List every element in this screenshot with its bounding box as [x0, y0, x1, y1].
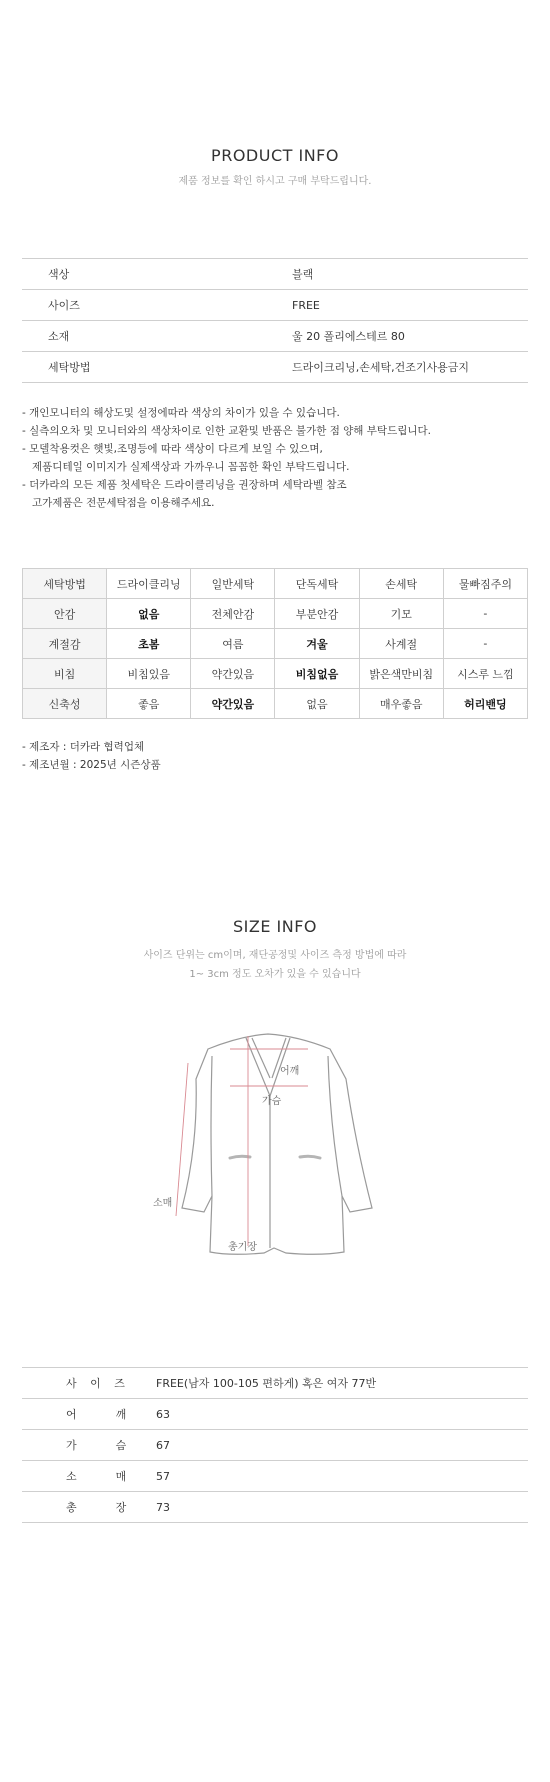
grid-cell: 기모 — [359, 599, 443, 629]
size-info-subtitle-2: 1~ 3cm 정도 오차가 있을 수 있습니다 — [189, 969, 361, 980]
info-value: 드라이크리닝,손세탁,건조기사용금지 — [292, 361, 470, 374]
notice-line: - 더카라의 모든 제품 첫세탁은 드라이클리닝을 권장하며 세탁라벨 참조 — [22, 479, 347, 491]
grid-cell: 초봄 — [107, 629, 191, 659]
size-label: 사 이 즈 — [66, 1377, 130, 1390]
grid-cell: 약간있음 — [191, 689, 275, 719]
sleeve-label: 소매 — [153, 1198, 173, 1209]
info-label: 소재 — [48, 330, 70, 343]
notice-line: - 모델착용컷은 햇빛,조명등에 따라 색상이 다르게 보일 수 있으며, — [22, 443, 323, 455]
grid-cell: 비침있음 — [107, 659, 191, 689]
grid-cell: 겨울 — [275, 629, 359, 659]
grid-cell: 단독세탁 — [275, 569, 359, 599]
product-info-table — [22, 258, 528, 383]
shoulder-row — [22, 1398, 528, 1429]
grid-cell: - — [443, 599, 527, 629]
info-row-size — [22, 289, 528, 320]
grid-row — [23, 569, 528, 599]
grid-cell: 약간있음 — [191, 659, 275, 689]
length-row — [22, 1491, 528, 1523]
grid-cell: 드라이클리닝 — [107, 569, 191, 599]
size-measurement-diagram — [150, 1016, 390, 1256]
grid-cell: - — [443, 629, 527, 659]
info-label: 색상 — [48, 268, 70, 281]
size-label: 소 매 — [66, 1470, 132, 1483]
info-label: 세탁방법 — [48, 361, 91, 374]
coat-illustration — [150, 1016, 390, 1256]
grid-cell: 매우좋음 — [359, 689, 443, 719]
chest-row — [22, 1429, 528, 1460]
grid-cell: 여름 — [191, 629, 275, 659]
notice-line: 제품디테일 이미지가 실제색상과 가까우니 꼼꼼한 확인 부탁드립니다. — [22, 461, 350, 473]
info-row-washing — [22, 351, 528, 383]
grid-cell: 전체안감 — [191, 599, 275, 629]
manufacturer-info — [22, 738, 161, 774]
grid-cell: 허리밴딩 — [443, 689, 527, 719]
length-label: 총기장 — [228, 1242, 257, 1253]
grid-row-header: 비침 — [23, 659, 107, 689]
grid-cell: 밝은색만비침 — [359, 659, 443, 689]
size-info-title: SIZE INFO — [232, 917, 317, 936]
grid-cell: 사계절 — [359, 629, 443, 659]
notice-line: - 개인모니터의 해상도및 설정에따라 색상의 차이가 있을 수 있습니다. — [22, 407, 340, 419]
info-value: 블랙 — [292, 268, 314, 281]
grid-cell: 시스루 느낌 — [443, 659, 527, 689]
grid-cell: 손세탁 — [359, 569, 443, 599]
info-row-material — [22, 320, 528, 351]
grid-row — [23, 599, 528, 629]
grid-cell: 물빠짐주의 — [443, 569, 527, 599]
chest-label: 가슴 — [262, 1096, 282, 1107]
notice-line: - 실측의오차 및 모니터와의 색상차이로 인한 교환및 반품은 불가한 점 양해 부탁드립니다. — [22, 425, 431, 437]
grid-row — [23, 629, 528, 659]
grid-cell: 부분안감 — [275, 599, 359, 629]
grid-cell: 없음 — [107, 599, 191, 629]
manufacturer-line: - 제조자 : 더카라 협력업체 — [22, 741, 145, 753]
size-value: 67 — [156, 1438, 170, 1452]
manufacture-date-line: - 제조년월 : 2025년 시즌상품 — [22, 759, 161, 771]
size-value: FREE(남자 100-105 편하게) 혹은 여자 77반 — [156, 1377, 377, 1390]
shoulder-label: 어깨 — [280, 1066, 300, 1077]
notice-line: 고가제품은 전문세탁점을 이용해주세요. — [22, 497, 215, 509]
notice-list — [22, 404, 431, 512]
fabric-properties-grid — [22, 568, 528, 719]
grid-cell: 비침없음 — [275, 659, 359, 689]
info-value: 울 20 폴리에스테르 80 — [292, 330, 405, 343]
size-row — [22, 1367, 528, 1398]
size-label: 총 장 — [66, 1501, 132, 1514]
size-value: 73 — [156, 1500, 170, 1514]
grid-cell: 좋음 — [107, 689, 191, 719]
grid-row-header: 계절감 — [23, 629, 107, 659]
grid-row-header: 안감 — [23, 599, 107, 629]
grid-cell: 일반세탁 — [191, 569, 275, 599]
size-label: 가 슴 — [66, 1439, 132, 1452]
size-table — [22, 1367, 528, 1523]
grid-row-header: 신축성 — [23, 689, 107, 719]
product-info-title: PRODUCT INFO — [211, 146, 339, 165]
grid-row — [23, 689, 528, 719]
size-info-subtitle-1: 사이즈 단위는 cm이며, 재단공정및 사이즈 측정 방법에 따라 — [143, 950, 407, 961]
product-info-subtitle: 제품 정보를 확인 하시고 구매 부탁드립니다. — [178, 176, 372, 187]
grid-cell: 없음 — [275, 689, 359, 719]
size-value: 57 — [156, 1469, 170, 1483]
grid-row — [23, 659, 528, 689]
grid-row-header: 세탁방법 — [23, 569, 107, 599]
size-label: 어 깨 — [66, 1408, 132, 1421]
info-row-color — [22, 258, 528, 289]
sleeve-row — [22, 1460, 528, 1491]
size-value: 63 — [156, 1407, 170, 1421]
info-value: FREE — [292, 298, 320, 312]
info-label: 사이즈 — [48, 299, 80, 312]
